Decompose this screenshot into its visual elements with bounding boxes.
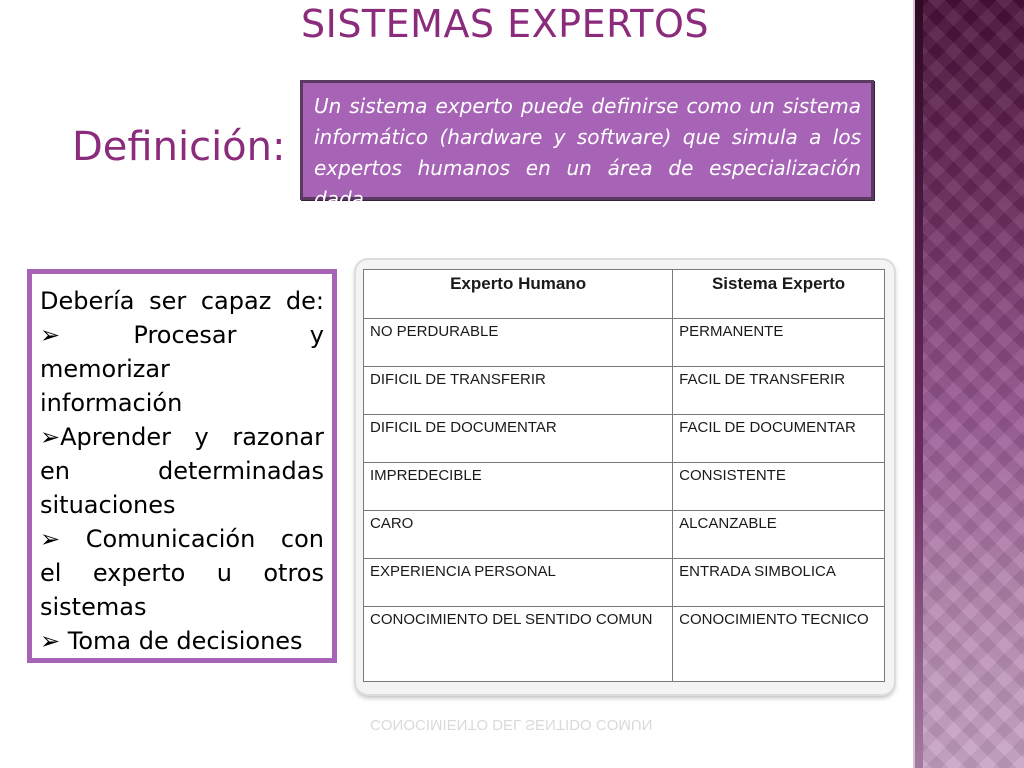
table-cell: CONOCIMIENTO TECNICO	[673, 607, 885, 682]
table-cell: PERMANENTE	[673, 319, 885, 367]
table-cell: FACIL DE TRANSFERIR	[673, 367, 885, 415]
abilities-line: ➢ Comunicación con	[40, 525, 324, 553]
table-cell: EXPERIENCIA PERSONAL	[364, 559, 673, 607]
abilities-line: ➢Aprender y razonar	[40, 423, 324, 451]
table-reflection	[356, 700, 894, 768]
definition-text: Un sistema experto puede definirse como un sistema informático (hardware y software) que simula a los expertos humanos en un área de especialización dada.	[314, 94, 861, 211]
table-cell: CONOCIMIENTO DEL SENTIDO COMUN	[364, 607, 673, 682]
table-row	[364, 415, 885, 463]
table-row	[364, 559, 885, 607]
abilities-line: información	[40, 389, 183, 417]
table-header-row	[364, 270, 885, 319]
abilities-line: sistemas	[40, 593, 147, 621]
table-header-cell: Sistema Experto	[673, 270, 885, 319]
table-row	[364, 511, 885, 559]
abilities-line: en determinadas	[40, 457, 324, 485]
table-cell: IMPREDECIBLE	[364, 463, 673, 511]
definition-box	[300, 80, 874, 211]
abilities-line: ➢ Toma de decisiones	[40, 627, 303, 655]
abilities-line: memorizar	[40, 355, 170, 383]
abilities-box	[27, 269, 337, 663]
table-cell: NO PERDURABLE	[364, 319, 673, 367]
reflection-text: CONOCIMIENTO DEL SENTIDO COMUN	[370, 716, 653, 733]
abilities-line: el experto u otros	[40, 559, 324, 587]
table-row	[364, 463, 885, 511]
table-row	[364, 319, 885, 367]
comparison-table	[363, 269, 885, 682]
table-cell: ALCANZABLE	[673, 511, 885, 559]
table-row	[364, 607, 885, 682]
table-cell: CONSISTENTE	[673, 463, 885, 511]
table-row	[364, 367, 885, 415]
abilities-line: ➢ Procesar y	[40, 321, 324, 349]
decorative-side-panel	[913, 0, 1024, 768]
table-cell: CARO	[364, 511, 673, 559]
definition-label: Definición:	[72, 124, 286, 170]
table-cell: ENTRADA SIMBOLICA	[673, 559, 885, 607]
table-cell: DIFICIL DE DOCUMENTAR	[364, 415, 673, 463]
side-panel-stripe	[915, 0, 923, 768]
table-cell: FACIL DE DOCUMENTAR	[673, 415, 885, 463]
abilities-line: situaciones	[40, 491, 176, 519]
abilities-line: Debería ser capaz de:	[40, 287, 324, 315]
table-header-cell: Experto Humano	[364, 270, 673, 319]
comparison-table-frame	[356, 260, 894, 694]
slide-title: SISTEMAS EXPERTOS	[300, 2, 709, 46]
table-cell: DIFICIL DE TRANSFERIR	[364, 367, 673, 415]
